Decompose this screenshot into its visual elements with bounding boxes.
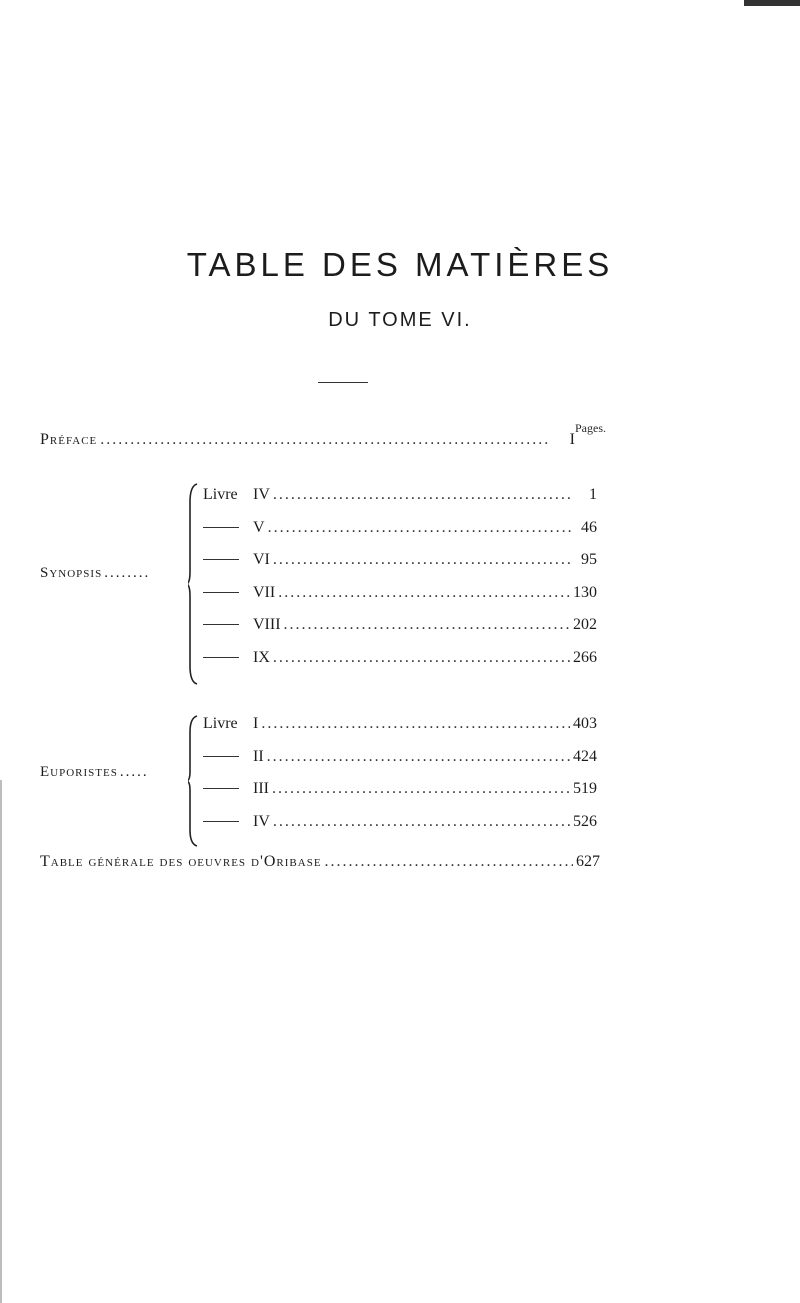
- corner-mark: [744, 0, 800, 6]
- page-subtitle: DU TOME VI.: [328, 309, 472, 331]
- toc-entry-page: 95: [581, 551, 597, 569]
- toc-entry-page: I: [569, 431, 575, 448]
- toc-entry-page: 130: [573, 583, 597, 601]
- ditto-dash: [203, 821, 239, 822]
- title-rule: [318, 382, 368, 383]
- dot-leader: ........: [104, 565, 151, 581]
- dot-leader: [273, 486, 572, 504]
- book-numeral: IV: [253, 812, 270, 830]
- toc-entry-euporistes-ii[interactable]: [203, 748, 597, 768]
- book-numeral: VII: [253, 583, 276, 601]
- toc-entry-page: 424: [573, 747, 597, 765]
- toc-entry-page: 526: [573, 812, 597, 830]
- toc-entry-page: 46: [581, 518, 597, 536]
- livre-label: Livre: [203, 486, 238, 503]
- livre-label: Livre: [203, 715, 238, 732]
- toc-entry-preface[interactable]: [40, 431, 575, 451]
- left-brace: [188, 714, 198, 848]
- ditto-dash: [203, 657, 239, 658]
- dot-leader: [267, 748, 570, 766]
- book-numeral: IX: [253, 649, 270, 666]
- dot-leader: [261, 715, 570, 733]
- toc-entry-synopsis-vii[interactable]: [203, 584, 597, 604]
- book-numeral: II: [253, 747, 264, 765]
- toc-entry-page: 1: [589, 486, 597, 503]
- toc-entry-euporistes-iii[interactable]: [203, 780, 597, 800]
- toc-entry-synopsis-ix[interactable]: [203, 649, 597, 669]
- ditto-dash: [203, 592, 239, 593]
- dot-leader: [284, 616, 570, 634]
- toc-entry-page: 627: [576, 853, 600, 870]
- dot-leader: [273, 551, 572, 569]
- dot-leader: [278, 584, 570, 602]
- toc-entry-synopsis-vi[interactable]: [203, 551, 597, 571]
- book-numeral: V: [253, 518, 265, 536]
- dot-leader: .....: [119, 764, 149, 780]
- dot-leader: [100, 431, 550, 449]
- page-edge-line: [0, 780, 2, 1303]
- toc-entry-euporistes-i[interactable]: [203, 715, 597, 735]
- toc-entry-page: 266: [573, 649, 597, 666]
- book-numeral: I: [253, 715, 259, 732]
- dot-leader: [273, 649, 570, 667]
- group-label-euporistes: [40, 764, 149, 781]
- group-label-synopsis: [40, 565, 150, 582]
- ditto-dash: [203, 756, 239, 757]
- toc-entry-euporistes-iv[interactable]: [203, 813, 597, 833]
- toc-entry-page: 403: [573, 715, 597, 732]
- toc-entry-page: 202: [573, 616, 597, 634]
- ditto-dash: [203, 624, 239, 625]
- ditto-dash: [203, 527, 239, 528]
- toc-entry-table-generale[interactable]: [40, 853, 600, 873]
- ditto-dash: [203, 788, 239, 789]
- toc-entry-synopsis-viii[interactable]: [203, 616, 597, 636]
- toc-entry-synopsis-v[interactable]: [203, 519, 597, 539]
- dot-leader: [268, 519, 572, 537]
- book-numeral: VIII: [253, 616, 281, 634]
- toc-entry-label: Table générale des oeuvres d'Oribase: [40, 853, 322, 870]
- dot-leader: [272, 780, 570, 798]
- book-numeral: III: [253, 780, 269, 798]
- book-numeral: VI: [253, 551, 270, 569]
- toc-entry-page: 519: [573, 780, 597, 798]
- toc-entry-synopsis-iv[interactable]: [203, 486, 597, 506]
- pages-column-header: Pages.: [575, 421, 606, 435]
- toc-entry-label: Préface: [40, 431, 98, 448]
- dot-leader: [325, 853, 573, 871]
- group-label-text: Euporistes: [40, 764, 118, 780]
- dot-leader: [273, 813, 570, 831]
- ditto-dash: [203, 559, 239, 560]
- group-label-text: Synopsis: [40, 565, 103, 581]
- book-numeral: IV: [253, 486, 270, 503]
- left-brace: [188, 482, 198, 686]
- page-title: TABLE DES MATIÈRES: [186, 246, 614, 283]
